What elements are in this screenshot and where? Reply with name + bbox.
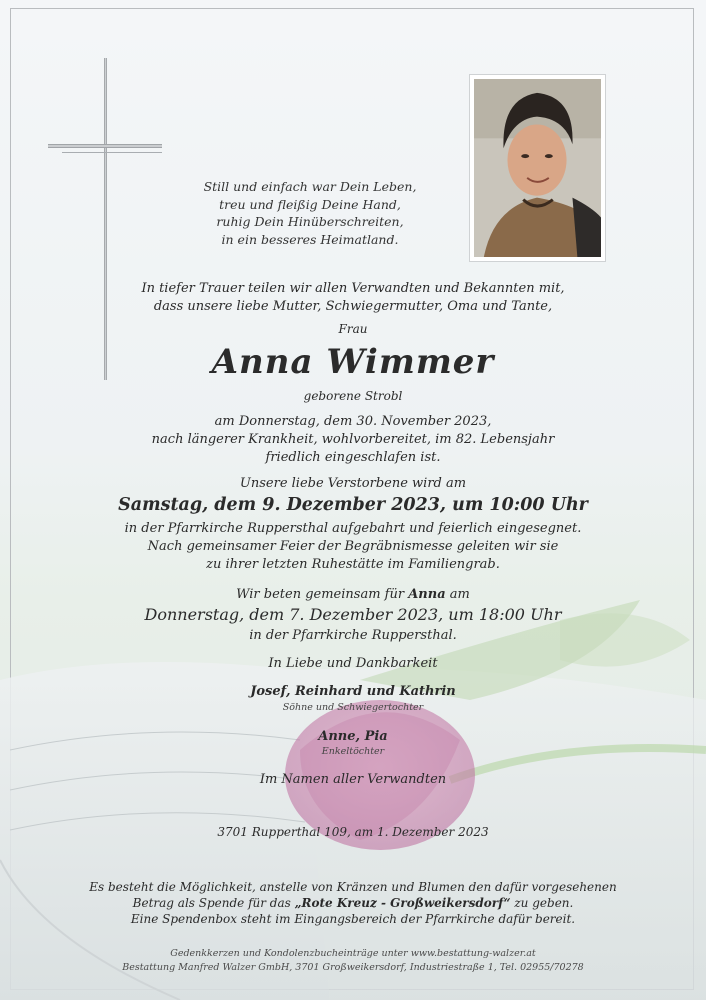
poem-line: ruhig Dein Hinüberschreiten,: [216, 214, 404, 229]
death-line-1: am Donnerstag, dem 30. November 2023,: [214, 414, 492, 429]
prayer-name: Anna: [408, 587, 446, 602]
funeral-detail-3: zu ihrer letzten Ruhestätte im Familiengrab.: [206, 557, 500, 572]
cross-shadow-line: [62, 152, 162, 153]
prayer-intro: [0, 586, 706, 604]
poem-line: in ein besseres Heimatland.: [221, 231, 399, 247]
prayer-suffix: am: [449, 587, 470, 602]
mourner-names: Anne, Pia: [318, 729, 388, 744]
funeral-detail-1: in der Pfarrkirche Ruppersthal aufgebahrt und feierlich eingesegnet.: [124, 521, 582, 536]
poem-line: treu und fleißig Deine Hand,: [219, 196, 401, 212]
place-date: 3701 Rupperthal 109, am 1. Dezember 2023: [217, 825, 489, 839]
donation-line-2: [0, 896, 706, 910]
mourner-relation: Enkeltöchter: [321, 746, 385, 757]
cross-horizontal-bar: [48, 144, 162, 148]
death-line-3: friedlich eingeschlafen ist.: [265, 450, 441, 465]
relatives: Im Namen aller Verwandten: [259, 772, 447, 787]
prayer-place: in der Pfarrkirche Ruppersthal.: [249, 628, 457, 643]
birth-name: geborene Strobl: [303, 389, 403, 403]
closing: In Liebe und Dankbarkeit: [268, 656, 438, 671]
poem: [150, 178, 470, 248]
funeral-detail-2: Nach gemeinsamer Feier der Begräbnismesse geleiten wir sie: [147, 539, 559, 554]
footer-line-2: Bestattung Manfred Walzer GmbH, 3701 Großweikersdorf, Industriestraße 1, Tel. 02955/70278: [122, 962, 584, 973]
donation-suffix: zu geben.: [514, 896, 574, 910]
footer-line-1: Gedenkkerzen und Kondolenzbucheinträge unter www.bestattung-walzer.at: [170, 948, 536, 959]
donation-prefix: Betrag als Spende für das: [132, 896, 291, 910]
funeral-intro: Unsere liebe Verstorbene wird am: [239, 476, 467, 491]
prayer-date: Donnerstag, dem 7. Dezember 2023, um 18:00 Uhr: [144, 605, 562, 624]
portrait-image: [474, 79, 601, 257]
mourner-names: Josef, Reinhard und Kathrin: [250, 684, 456, 699]
donation-line-1: Es besteht die Möglichkeit, anstelle von Kränzen und Blumen den dafür vorgesehenen: [89, 880, 617, 894]
intro-line-1: In tiefer Trauer teilen wir allen Verwandten und Bekannten mit,: [141, 281, 565, 296]
donation-line-3: Eine Spendenbox steht im Eingangsbereich der Pfarrkirche dafür bereit.: [130, 912, 576, 926]
donation-recipient: „Rote Kreuz - Großweikersdorf“: [294, 896, 511, 910]
intro-line-2: dass unsere liebe Mutter, Schwiegermutter, Oma und Tante,: [153, 299, 553, 314]
death-line-2: nach längerer Krankheit, wohlvorbereitet, im 82. Lebensjahr: [151, 432, 555, 447]
salutation: Frau: [338, 322, 368, 336]
mourner-relation: Söhne und Schwiegertochter: [282, 702, 424, 713]
prayer-prefix: Wir beten gemeinsam für: [236, 587, 405, 602]
deceased-name: Anna Wimmer: [211, 342, 495, 382]
poem-line: Still und einfach war Dein Leben,: [203, 179, 417, 194]
portrait-photo: [469, 74, 606, 262]
funeral-date: Samstag, dem 9. Dezember 2023, um 10:00 Uhr: [118, 495, 588, 515]
